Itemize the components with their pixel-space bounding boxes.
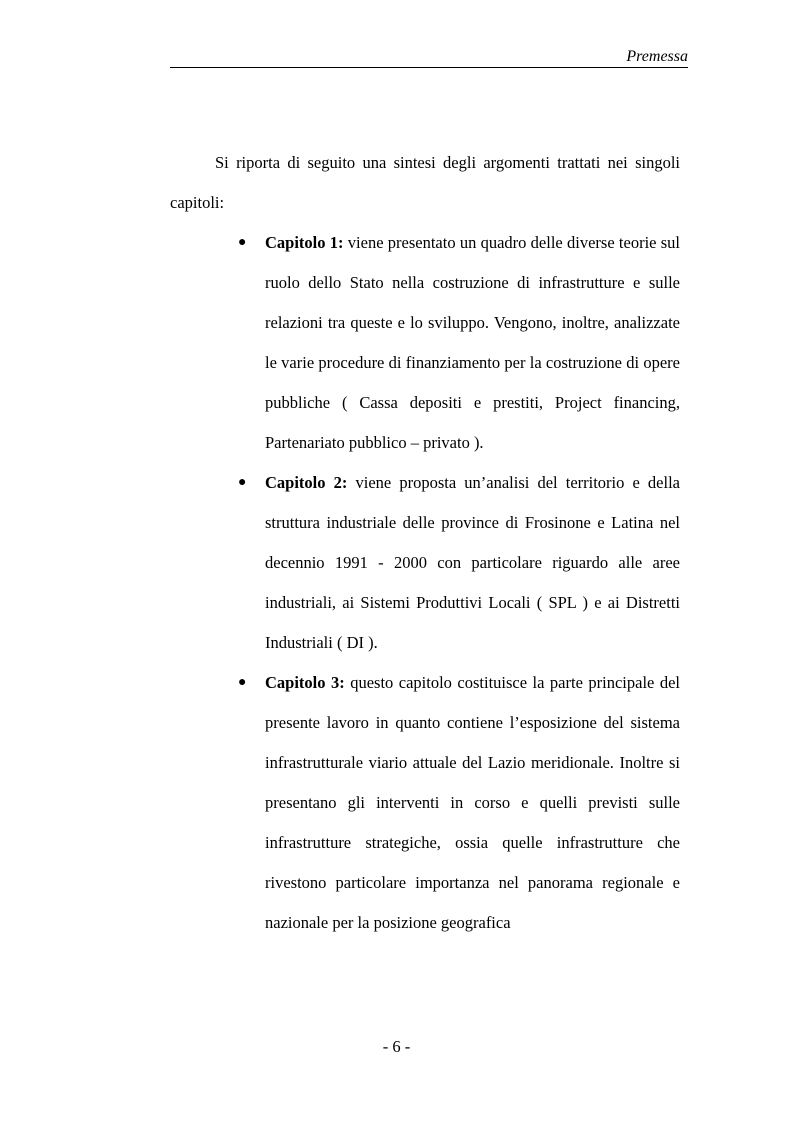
chapter-list — [170, 223, 680, 943]
intro-section — [170, 143, 680, 223]
chapter-label: Capitolo 1: — [265, 233, 348, 252]
chapter-item-3 — [170, 663, 680, 943]
chapter-item-2 — [170, 463, 680, 663]
page-number: - 6 - — [382, 1037, 411, 1056]
header-divider — [170, 67, 688, 68]
chapter-description: viene presentato un quadro delle diverse teorie sul ruolo dello Stato nella costruzione di infrastrutture e sulle relazioni tra queste e lo sviluppo. Vengono, inoltre, analizzate le varie procedure di finanziamento per la costruzione di opere pubbliche ( Cassa depositi e prestiti, Project financing, Partenariato pubblico – privato ). — [265, 233, 680, 452]
chapter-list-section — [170, 223, 680, 943]
chapter-description: questo capitolo costituisce la parte principale del presente lavoro in quanto contiene l’esposizione del sistema infrastrutturale viario attuale del Lazio meridionale. Inoltre si presentano gli interventi in corso e quelli previsti sulle infrastrutture strategiche, ossia quelle infrastrutture che rivestono particolare importanza nel panorama regionale e nazionale per la posizione geografica — [265, 673, 681, 932]
bullet-icon: ● — [238, 235, 247, 250]
chapter-description: viene proposta un’analisi del territorio e della struttura industriale delle province di Frosinone e Latina nel decennio 1991 - 2000 con particolare riguardo alle aree industriali, ai Sistemi Produttivi Locali ( SPL ) e ai Distretti Industriali ( DI ). — [265, 473, 680, 652]
chapter-label: Capitolo 2: — [265, 473, 356, 492]
chapter-label: Capitolo 3: — [265, 673, 351, 692]
chapter-item-1 — [170, 223, 680, 463]
page-header-title: Premessa — [626, 48, 688, 65]
intro-paragraph: Si riporta di seguito una sintesi degli argomenti trattati nei singoli capitoli: — [170, 153, 680, 212]
bullet-icon: ● — [238, 475, 247, 490]
bullet-icon: ● — [238, 675, 247, 690]
